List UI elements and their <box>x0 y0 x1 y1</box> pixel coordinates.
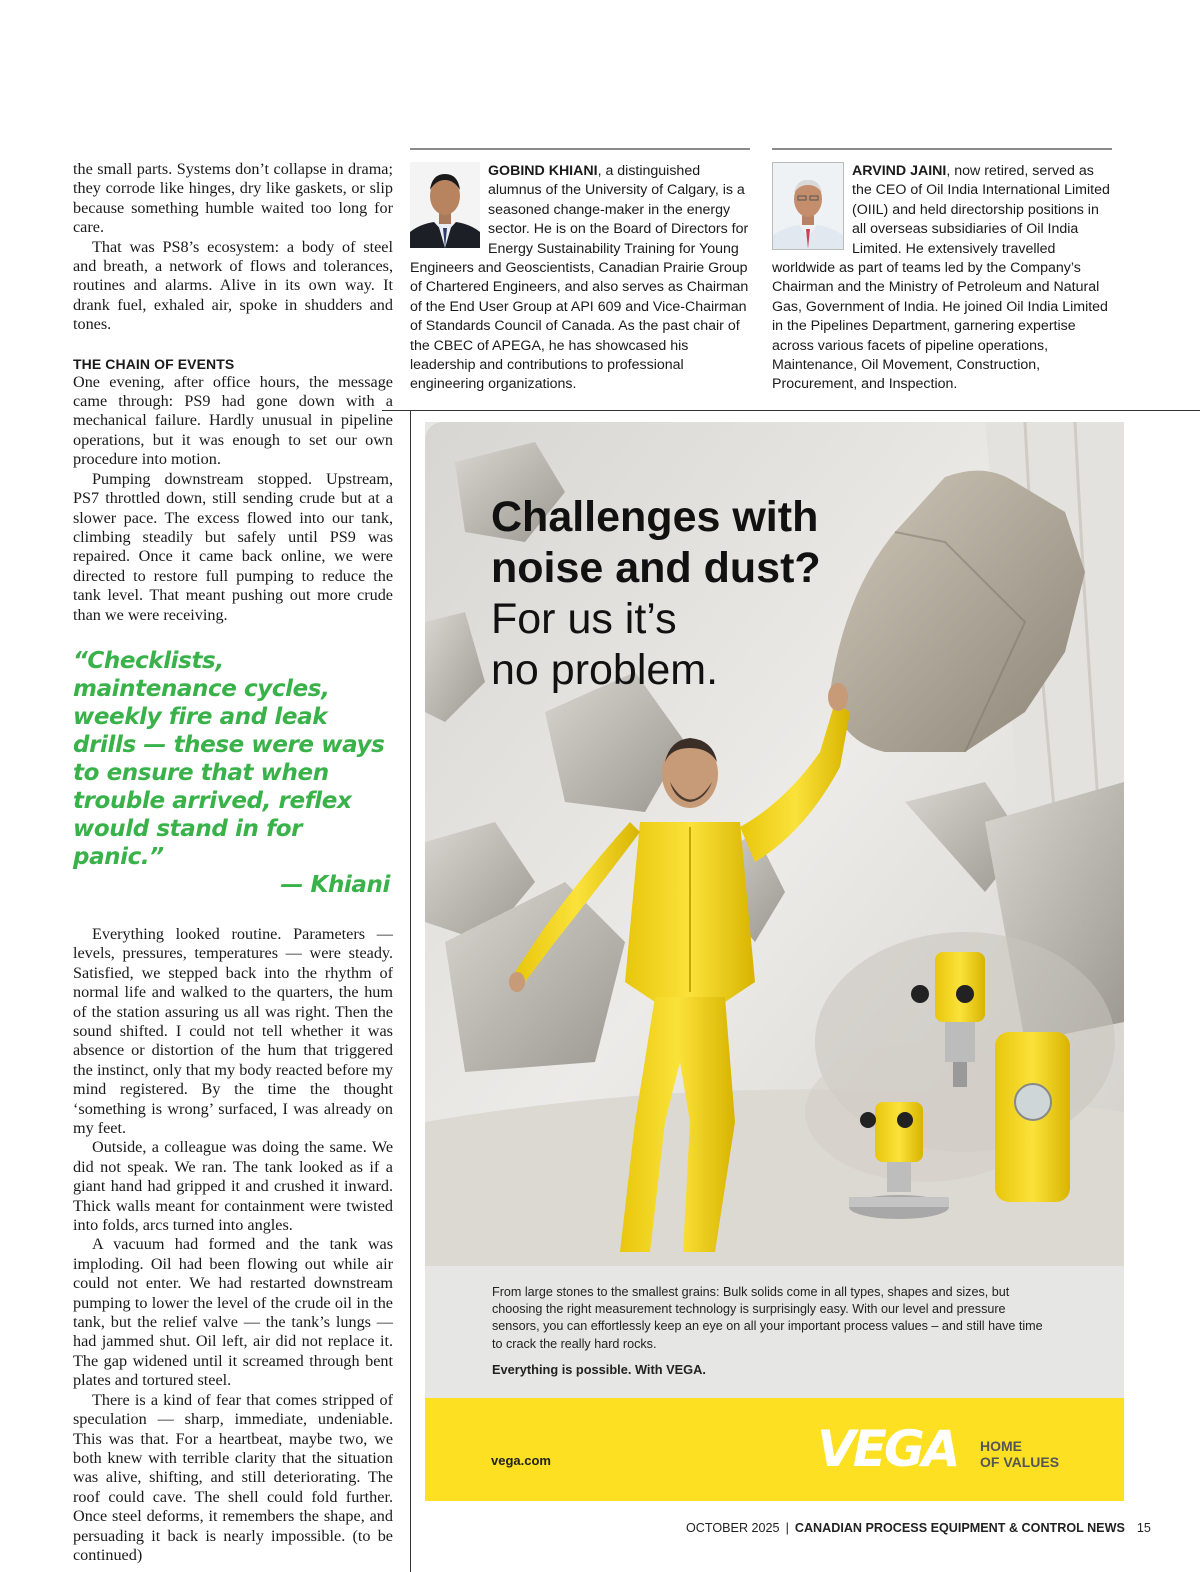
divider-line <box>382 410 1200 411</box>
vega-logo: VEGA <box>817 1420 958 1478</box>
article-paragraph: Outside, a colleague was doing the same. We did not speak. We ran. The tank looked as if a giant hand had gripped it and crushed it inward. Thick walls meant for containment were twisted into folds, arcs turned into angles. <box>73 1138 393 1235</box>
ad-headline <box>491 492 821 696</box>
bio-name: ARVIND JAINI <box>852 163 947 179</box>
page-number: 15 <box>1136 1521 1151 1535</box>
page-footer <box>686 1521 1151 1535</box>
pull-quote-attribution: — Khiani <box>280 871 390 898</box>
slogan-line: OF VALUES <box>980 1454 1060 1470</box>
vega-advertisement <box>425 422 1124 1501</box>
pressure-sensor-cylinder <box>995 1032 1070 1202</box>
slogan-line: HOME <box>980 1438 1022 1454</box>
ad-body-copy: From large stones to the smallest grains: Bulk solids come in all types, shapes and sizes, but choosing the right measurement technology is surprisingly easy. With our level and pressure sensors, you can effortlessly keep an eye on all your important process values – and still have time to crack the really hard rocks. <box>492 1285 1043 1351</box>
publication-name: CANADIAN PROCESS EQUIPMENT & CONTROL NEWS <box>794 1521 1125 1535</box>
section-heading: THE CHAIN OF EVENTS <box>73 355 235 372</box>
article-paragraph: A vacuum had formed and the tank was imploding. Oil had been flowing out while air could not enter. We had restarted downstream pumping to lower the level of the crude oil in the tank, but the relief valve — the tank’s lungs — had jammed shut. Oil left, air did not replace it. The gap widened until it screamed through bent plates and tortured steel. <box>73 1235 393 1390</box>
pull-quote-text: “Checklists, maintenance cycles, weekly fire and leak drills — these were ways to ensure that when trouble arrived, reflex would stand in for panic.” <box>73 647 385 870</box>
pull-quote <box>73 647 393 899</box>
ad-tagline: Everything is possible. With VEGA. <box>492 1362 706 1377</box>
bio-text: , a distinguished alumnus of the University of Calgary, is a seasoned change-maker in the energy sector. He is on the Board of Directors for Energy Sustainability Training for Young Engineers and Geoscientists, Canadian Prairie Group of Chartered Engineers, and also serves as Chairman of the End User Group at API 609 and Vice-Chairman of Standards Council of Canada. As the past chair of the CBEC of APEGA, he has showcased his leadership and contributions to professional engineering organizations. <box>410 163 749 393</box>
ad-brand-band <box>425 1398 1124 1501</box>
issue-date: OCTOBER 2025 <box>686 1521 780 1535</box>
footer-separator: | <box>785 1521 789 1535</box>
ad-headline-line: For us it’s <box>491 595 677 643</box>
article-paragraph: Pumping downstream stopped. Upstream, PS7 throttled down, still sending crude but at a slower pace. The excess flowed into our tank, climbing steadily but safely until PS9 was repaired. Once it came back online, we were directed to restore full pumping to reduce the tank level. That meant pushing out more crude than we were receiving. <box>73 469 393 624</box>
ad-headline-line: no problem. <box>491 646 719 694</box>
bio-text: , now retired, served as the CEO of Oil India International Limited (OIIL) and held directorship positions in all overseas subsidiaries of Oil India Limited. He extensively travelled worldwide as part of teams led by the Company’s Chairman and the Ministry of Petroleum and Natural Gas, Government of India. He joined Oil India Limited in the Pipelines Department, garnering expertise across various facets of pipeline operations, Maintenance, Oil Movement, Construction, Procurement, and Inspection. <box>772 163 1110 393</box>
article-column <box>73 160 393 1565</box>
article-paragraph: That was PS8’s ecosystem: a body of steel and breath, a network of flows and tolerances, routines and alarms. Alive in its own way. It drank fuel, exhaled air, spoke in shudders and tones. <box>73 237 393 334</box>
divider-line <box>410 410 411 1572</box>
author-bio-khiani <box>410 148 750 395</box>
ad-headline-line: noise and dust? <box>491 544 821 592</box>
article-paragraph: There is a kind of fear that comes stripped of speculation — sharp, immediate, undeniable. This was that. For a heartbeat, maybe two, we both knew with terrible clarity that the situation was alive, shifting, and still deteriorating. The roof could cave. The shell could fold further. Once steel deforms, it remembers the shape, and persuading it back is nearly impossible. (to be continued) <box>73 1390 393 1564</box>
author-photo-jaini <box>772 162 844 250</box>
article-paragraph: Everything looked routine. Parameters — levels, pressures, temperatures — were steady. Satisfied, we stepped back into the rhythm of normal life and walked to the quarters, the hum of the station assuring us all was right. Then the sound shifted. I could not tell whether it was absence or distortion of the hum that triggered the instinct, only that my body reacted before my mind registered. By the time the thought ‘something is wrong’ surfaced, I was already on my feet. <box>73 924 393 1137</box>
author-photo-khiani <box>410 162 480 248</box>
article-paragraph: One evening, after office hours, the message came through: PS9 had gone down with a mechanical failure. Hardly unusual in pipeline operations, but it was enough to set our own procedure into motion. <box>73 372 393 469</box>
author-bio-jaini <box>772 148 1112 395</box>
vega-website-link[interactable]: vega.com <box>491 1453 551 1468</box>
bio-name: GOBIND KHIANI <box>488 163 598 179</box>
article-paragraph: the small parts. Systems don’t collapse in drama; they corrode like hinges, dry like gaskets, or slip because something humble waited too long for care. <box>73 160 393 237</box>
vega-slogan <box>980 1438 1059 1470</box>
ad-headline-line: Challenges with <box>491 493 819 541</box>
